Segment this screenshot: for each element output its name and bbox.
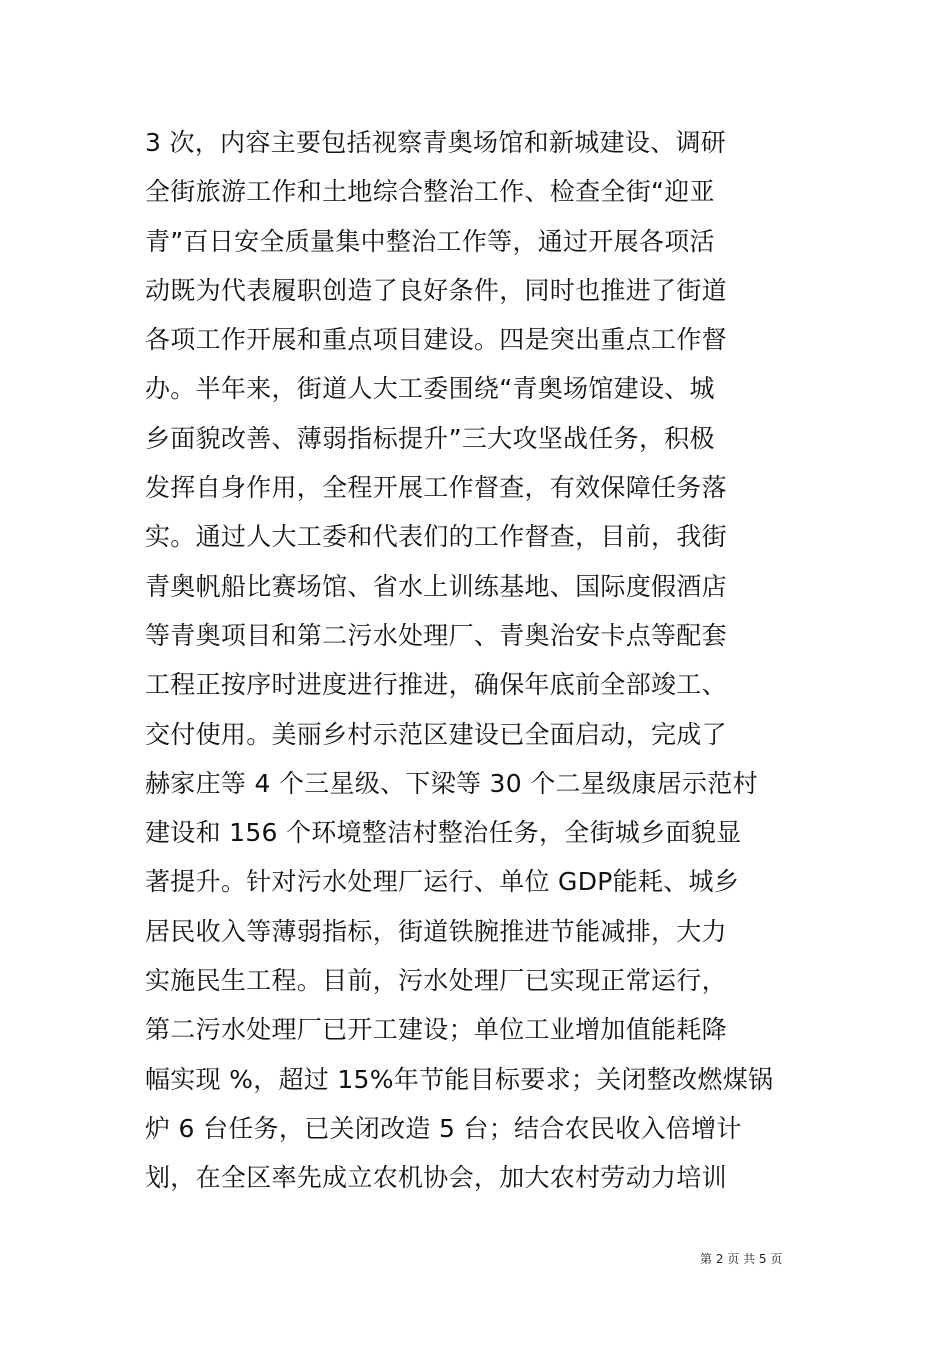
text-line: 第二污水处理厂已开工建设；单位工业增加值能耗降 [145, 1015, 727, 1045]
text-line: 全街旅游工作和土地综合整治工作、检查全街“迎亚 [145, 177, 715, 207]
page-number-footer: 第 2 页 共 5 页 [700, 1252, 783, 1266]
text-line: 乡面貌改善、薄弱指标提升”三大攻坚战任务，积极 [145, 423, 715, 453]
text-line: 实施民生工程。目前，污水处理厂已实现正常运行， [145, 966, 727, 996]
text-line: 青奥帆船比赛场馆、省水上训练基地、国际度假酒店 [145, 571, 727, 601]
text-line: 3 次，内容主要包括视察青奥场馆和新城建设、调研 [145, 128, 727, 157]
text-line: 交付使用。美丽乡村示范区建设已全面启动，完成了 [145, 719, 727, 749]
text-line: 青”百日安全质量集中整治工作等，通过开展各项活 [145, 226, 715, 256]
body-text [145, 118, 845, 1203]
text-line: 著提升。针对污水处理厂运行、单位 GDP能耗、城乡 [145, 867, 740, 897]
text-line: 居民收入等薄弱指标，街道铁腕推进节能减排，大力 [145, 916, 727, 946]
text-line: 动既为代表履职创造了良好条件，同时也推进了街道 [145, 275, 727, 305]
text-line: 各项工作开展和重点项目建设。四是突出重点工作督 [145, 325, 727, 355]
text-line: 赫家庄等 4 个三星级、下梁等 30 个二星级康居示范村 [145, 768, 758, 798]
text-line: 建设和 156 个环境整洁村整治任务，全街城乡面貌显 [145, 818, 742, 848]
text-line: 幅实现 %，超过 15%年节能目标要求；关闭整改燃煤锅 [145, 1064, 774, 1094]
text-line: 办。半年来，街道人大工委围绕“青奥场馆建设、城 [145, 374, 715, 404]
text-line: 工程正按序时进度进行推进，确保年底前全部竣工、 [145, 670, 727, 700]
text-line: 发挥自身作用，全程开展工作督查，有效保障任务落 [145, 473, 727, 503]
text-line: 实。通过人大工委和代表们的工作督查，目前，我街 [145, 522, 727, 552]
text-line: 炉 6 台任务，已关闭改造 5 台；结合农民收入倍增计 [145, 1113, 742, 1143]
text-line: 等青奥项目和第二污水处理厂、青奥治安卡点等配套 [145, 620, 727, 650]
text-line: 划，在全区率先成立农机协会，加大农村劳动力培训 [145, 1163, 727, 1193]
